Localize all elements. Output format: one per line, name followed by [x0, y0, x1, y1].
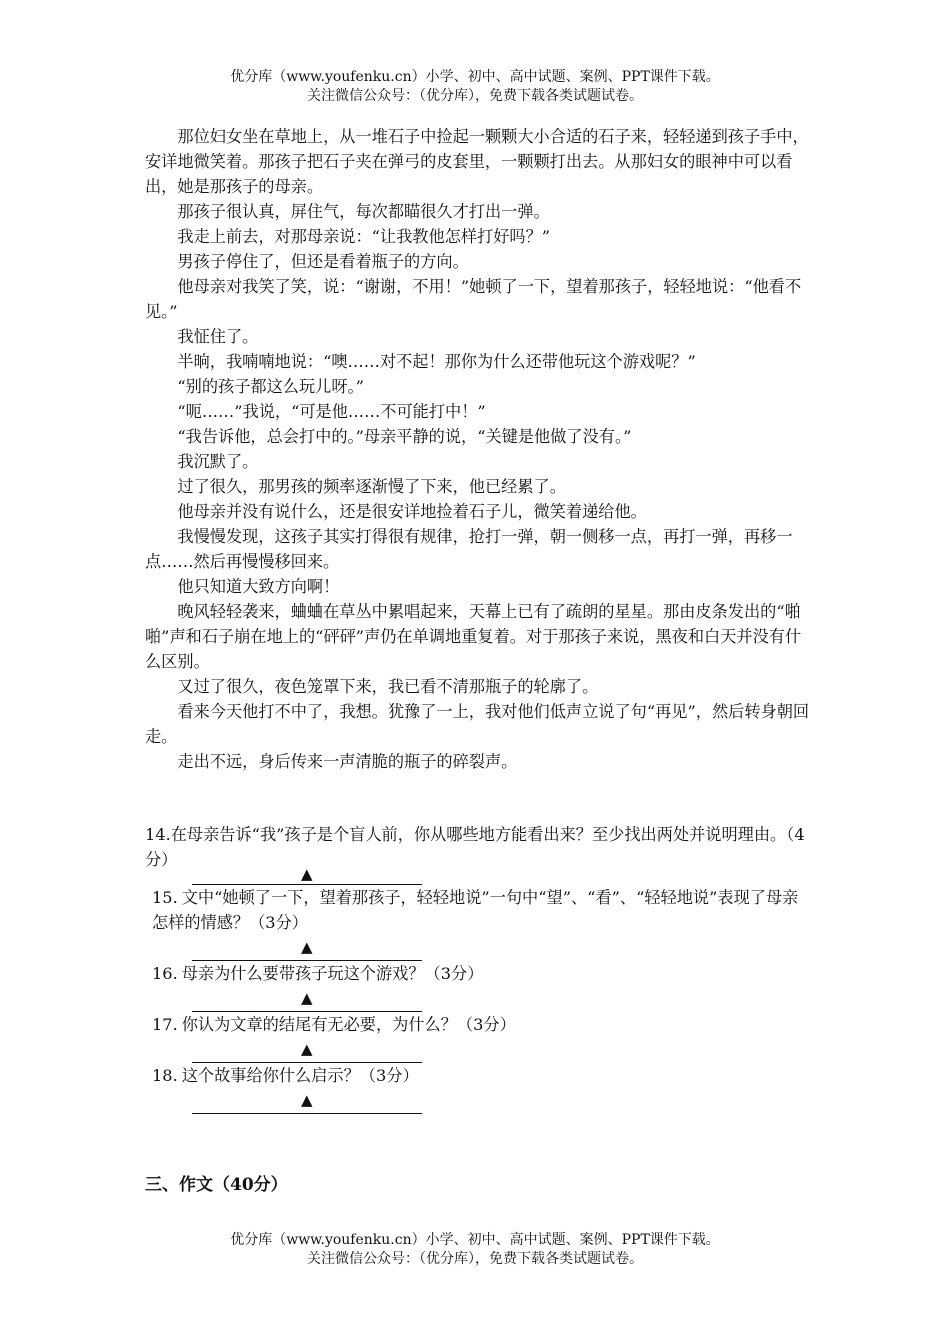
story-paragraph: 我慢慢发现，这孩子其实打得很有规律，抢打一弹，朝一侧移一点，再打一弹，再移一点……然后再慢慢移回来。 — [145, 527, 793, 571]
question-18 — [145, 1063, 810, 1088]
story-paragraph: 又过了很久，夜色笼罩下来，我已看不清那瓶子的轮廓了。 — [177, 677, 599, 696]
answer-line[interactable] — [192, 1037, 422, 1063]
story-paragraph: 那位妇女坐在草地上，从一堆石子中捡起一颗颗大小合适的石子来，轻轻递到孩子手中，安详地微笑着。那孩子把石子夹在弹弓的皮套里，一颗颗打出去。从那妇女的眼神中可以看出，她是那孩子的母亲。 — [145, 127, 809, 196]
question-15 — [145, 885, 810, 935]
answer-line[interactable] — [192, 935, 422, 961]
footer-line-2: 关注微信公众号：（优分库），免费下载各类试题试卷。 — [307, 1251, 643, 1267]
story-paragraph: 晚风轻轻袭来，蛐蛐在草丛中累唱起来，天幕上已有了疏朗的星星。那由皮条发出的“啪啪”声和石子崩在地上的“砰砰”声仍在单调地重复着。对于那孩子来说，黑夜和白天并没有什么区别。 — [145, 602, 802, 671]
header-line-1: 优分库（www.youfenku.cn）小学、初中、高中试题、案例、PPT课件下载。 — [230, 69, 720, 85]
story-paragraph: “别的孩子都这么玩儿呀。” — [177, 377, 364, 396]
question-text: 文中“她顿了一下，望着那孩子，轻轻地说”一句中“望”、“看”、“轻轻地说”表现了母亲怎样的情感？（3分） — [152, 888, 799, 932]
answer-marker-icon: ▲ — [301, 989, 313, 1007]
question-text: 母亲为什么要带孩子玩这个游戏？（3分） — [181, 964, 484, 983]
answer-marker-icon: ▲ — [301, 1040, 313, 1058]
answer-line[interactable] — [192, 986, 422, 1012]
question-text: 这个故事给你什么启示？（3分） — [181, 1066, 419, 1085]
page-footer — [0, 1231, 950, 1269]
header-line-2: 关注微信公众号：（优分库），免费下载各类试题试卷。 — [307, 88, 643, 104]
question-text: 你认为文章的结尾有无必要，为什么？（3分） — [181, 1015, 516, 1034]
question-number: 15. — [152, 888, 178, 907]
story-paragraph: 看来今天他打不中了，我想。犹豫了一上，我对他们低声立说了句“再见”，然后转身朝回走。 — [145, 702, 810, 746]
story-paragraph: 走出不远，身后传来一声清脆的瓶子的碎裂声。 — [177, 752, 518, 771]
answer-marker-icon: ▲ — [301, 938, 313, 956]
story-paragraph: 半晌，我喃喃地说：“噢……对不起！那你为什么还带他玩这个游戏呢？” — [177, 352, 696, 371]
question-14 — [145, 822, 810, 872]
question-number: 14. — [145, 825, 171, 844]
story-paragraph: 他只知道大致方向啊！ — [177, 577, 340, 596]
story-paragraph: 我走上前去，对那母亲说：“让我教他怎样打好吗？” — [177, 227, 551, 246]
page-header — [0, 68, 950, 106]
story-paragraph: 男孩子停住了，但还是看着瓶子的方向。 — [177, 252, 469, 271]
story-passage — [145, 124, 810, 774]
question-number: 18. — [152, 1066, 178, 1085]
section-title: 三、作文（40分） — [145, 1175, 288, 1195]
answer-line[interactable] — [192, 865, 422, 885]
answer-marker-icon: ▲ — [301, 1091, 313, 1109]
answer-marker-icon: ▲ — [301, 865, 313, 883]
question-text: 在母亲告诉“我”孩子是个盲人前，你从哪些地方能看出来？至少找出两处并说明理由。（4分） — [145, 825, 805, 869]
story-paragraph: 我沉默了。 — [177, 452, 259, 471]
answer-line[interactable] — [192, 1088, 422, 1114]
story-paragraph: “呃……”我说，“可是他……不可能打中！” — [177, 402, 486, 421]
story-paragraph: 过了很久，那男孩的频率逐渐慢了下来，他已经累了。 — [177, 477, 566, 496]
story-paragraph: 他母亲并没有说什么，还是很安详地捡着石子儿，微笑着递给他。 — [177, 502, 647, 521]
story-paragraph: 我怔住了。 — [177, 327, 259, 346]
story-paragraph: 那孩子很认真，屏住气，每次都瞄很久才打出一弹。 — [177, 202, 550, 221]
footer-line-1: 优分库（www.youfenku.cn）小学、初中、高中试题、案例、PPT课件下载。 — [230, 1232, 720, 1248]
question-number: 17. — [152, 1015, 178, 1034]
question-16 — [145, 961, 810, 986]
question-number: 16. — [152, 964, 178, 983]
story-paragraph: 他母亲对我笑了笑，说：“谢谢，不用！”她顿了一下，望着那孩子，轻轻地说：“他看不见。” — [145, 277, 802, 321]
story-paragraph: “我告诉他，总会打中的。”母亲平静的说，“关键是他做了没有。” — [177, 427, 632, 446]
question-17 — [145, 1012, 810, 1037]
question-list — [145, 822, 810, 1114]
